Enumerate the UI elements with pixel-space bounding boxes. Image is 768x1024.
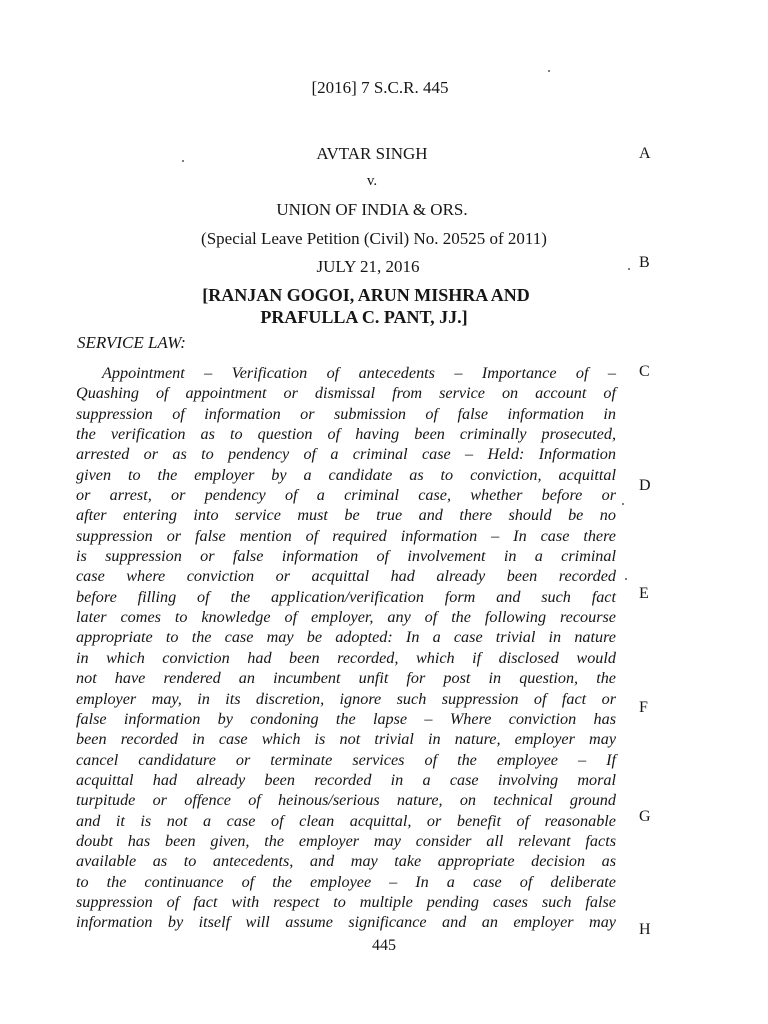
appellant-name: AVTAR SINGH bbox=[316, 144, 428, 163]
headnote-line: given to the employer by a candidate as to conviction, acquittal bbox=[76, 465, 616, 484]
versus-label: v. bbox=[366, 173, 378, 189]
headnote-line: Appointment – Verification of antecedents – Importance of – bbox=[102, 364, 616, 382]
headnote-line: cancel candidature or terminate services of the employee – If bbox=[76, 750, 616, 769]
margin-marker-c: C bbox=[639, 363, 650, 380]
headnote-line: employer may, in its discretion, ignore such suppression of fact or bbox=[76, 689, 616, 708]
headnote-line: doubt has been given, the employer may consider all relevant facts bbox=[76, 831, 616, 850]
scan-speck bbox=[622, 503, 624, 505]
headnote-line: after entering into service must be true and there should be no bbox=[76, 506, 616, 525]
headnote-line: the verification as to question of having been criminally prosecuted, bbox=[76, 425, 616, 444]
margin-marker-b: B bbox=[639, 254, 650, 271]
scan-speck bbox=[625, 578, 627, 580]
margin-marker-a: A bbox=[639, 145, 651, 162]
headnote-line: acquittal had already been recorded in a case involving moral bbox=[76, 770, 616, 789]
headnote-line: is suppression or false information of involvement in a criminal bbox=[76, 547, 616, 566]
scan-speck bbox=[548, 70, 550, 72]
scan-speck bbox=[182, 160, 184, 162]
headnote-line: in which conviction had been recorded, which if disclosed would bbox=[76, 648, 616, 667]
margin-marker-h: H bbox=[639, 921, 651, 938]
bench-line-2: PRAFULLA C. PANT, JJ.] bbox=[260, 307, 468, 327]
headnote-line: available as to antecedents, and may take appropriate decision as bbox=[76, 852, 616, 871]
headnote-line: later comes to knowledge of employer, any of the following recourse bbox=[76, 608, 616, 627]
page-number: 445 bbox=[372, 937, 396, 954]
headnote-line: suppression or false mention of required information – In case there bbox=[76, 526, 616, 545]
headnote-line: before filling of the application/verification form and such fact bbox=[76, 587, 616, 606]
headnote-line: been recorded in case which is not trivial in nature, employer may bbox=[76, 730, 616, 749]
respondent-name: UNION OF INDIA & ORS. bbox=[276, 200, 468, 219]
headnote-line: case where conviction or acquittal had already been recorded bbox=[76, 567, 616, 586]
margin-marker-f: F bbox=[639, 699, 648, 716]
headnote-body bbox=[76, 363, 616, 933]
headnote-line: information by itself will assume significance and an employer may bbox=[76, 913, 616, 932]
headnote-line: appropriate to the case may be adopted: In a case trivial in nature bbox=[76, 628, 616, 647]
headnote-line: or arrest, or pendency of a criminal case, whether before or bbox=[76, 486, 616, 505]
headnote-line: false information by condoning the lapse – Where conviction has bbox=[76, 709, 616, 728]
petition-number: (Special Leave Petition (Civil) No. 20525 of 2011) bbox=[201, 229, 547, 248]
margin-marker-d: D bbox=[639, 477, 651, 494]
margin-marker-e: E bbox=[639, 585, 649, 602]
headnote-line: arrested or as to pendency of a criminal case – Held: Information bbox=[76, 445, 616, 464]
headnote-line: to the continuance of the employee – In a case of deliberate bbox=[76, 872, 616, 891]
section-heading: SERVICE LAW: bbox=[77, 333, 186, 352]
margin-marker-g: G bbox=[639, 808, 651, 825]
headnote-line: and it is not a case of clean acquittal, or benefit of reasonable bbox=[76, 811, 616, 830]
citation: [2016] 7 S.C.R. 445 bbox=[311, 78, 449, 97]
headnote-line: suppression of information or submission of false information in bbox=[76, 404, 616, 423]
bench-line-1: [RANJAN GOGOI, ARUN MISHRA AND bbox=[202, 285, 530, 305]
headnote-line: suppression of fact with respect to multiple pending cases such false bbox=[76, 892, 616, 911]
scan-speck bbox=[628, 268, 630, 270]
headnote-line: not have rendered an incumbent unfit for post in question, the bbox=[76, 669, 616, 688]
headnote-line: Quashing of appointment or dismissal from service on account of bbox=[76, 384, 616, 403]
headnote-line: turpitude or offence of heinous/serious nature, on technical ground bbox=[76, 791, 616, 810]
judgment-date: JULY 21, 2016 bbox=[316, 257, 420, 276]
